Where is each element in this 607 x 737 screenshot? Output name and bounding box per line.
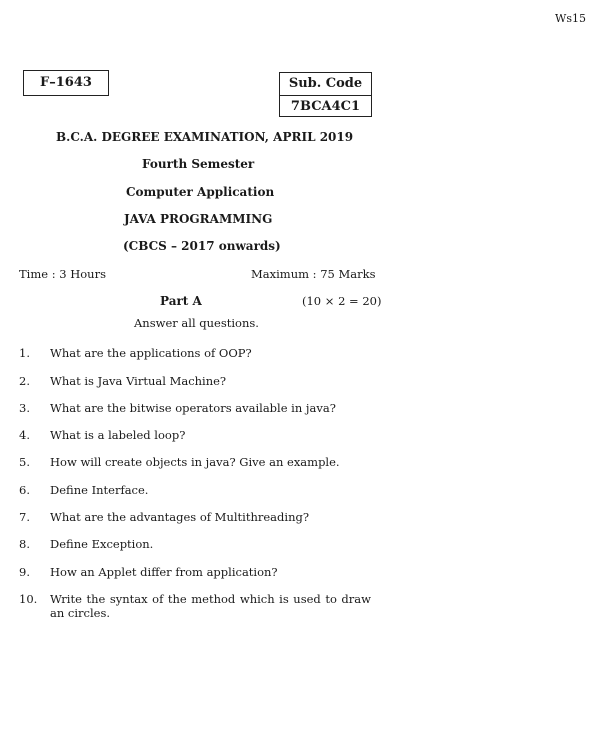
question-text: What are the applications of OOP? xyxy=(50,346,252,360)
department-heading: Computer Application xyxy=(126,185,275,199)
time-label: Time : 3 Hours xyxy=(19,267,106,281)
exam-title: B.C.A. DEGREE EXAMINATION, APRIL 2019 xyxy=(56,130,354,144)
question-text: Write the syntax of the method which is used to draw an circles. xyxy=(50,592,371,620)
subject-heading: JAVA PROGRAMMING xyxy=(124,212,273,226)
question-text: What are the bitwise operators available in java? xyxy=(50,401,336,415)
question-number: 5. xyxy=(19,455,30,469)
max-marks-label: Maximum : 75 Marks xyxy=(251,267,376,281)
question-text: Define Interface. xyxy=(50,483,149,497)
part-heading: Part A xyxy=(160,294,202,308)
semester-heading: Fourth Semester xyxy=(142,157,255,171)
question-text: Define Exception. xyxy=(50,537,154,551)
question-number: 9. xyxy=(19,565,30,579)
question-number: 8. xyxy=(19,537,30,551)
sub-code-label: Sub. Code xyxy=(288,76,363,91)
question-number: 1. xyxy=(19,346,30,360)
question-number: 6. xyxy=(19,483,30,497)
question-text: How will create objects in java? Give an example. xyxy=(50,455,340,469)
part-marks: (10 × 2 = 20) xyxy=(302,294,382,308)
question-number: 10. xyxy=(19,592,38,606)
paper-code-box: F–1643 xyxy=(23,70,109,96)
question-text: What is Java Virtual Machine? xyxy=(50,374,227,388)
corner-code: Ws15 xyxy=(555,12,586,25)
question-number: 3. xyxy=(19,401,30,415)
question-text: What are the advantages of Multithreading? xyxy=(50,510,309,524)
subject-code-box xyxy=(279,72,372,117)
question-text: What is a labeled loop? xyxy=(50,428,186,442)
question-text: How an Applet differ from application? xyxy=(50,565,278,579)
question-number: 2. xyxy=(19,374,30,388)
instruction-text: Answer all questions. xyxy=(134,316,259,330)
scheme-heading: (CBCS – 2017 onwards) xyxy=(123,239,281,253)
sub-code-value: 7BCA4C1 xyxy=(280,95,371,118)
question-number: 7. xyxy=(19,510,30,524)
question-number: 4. xyxy=(19,428,30,442)
